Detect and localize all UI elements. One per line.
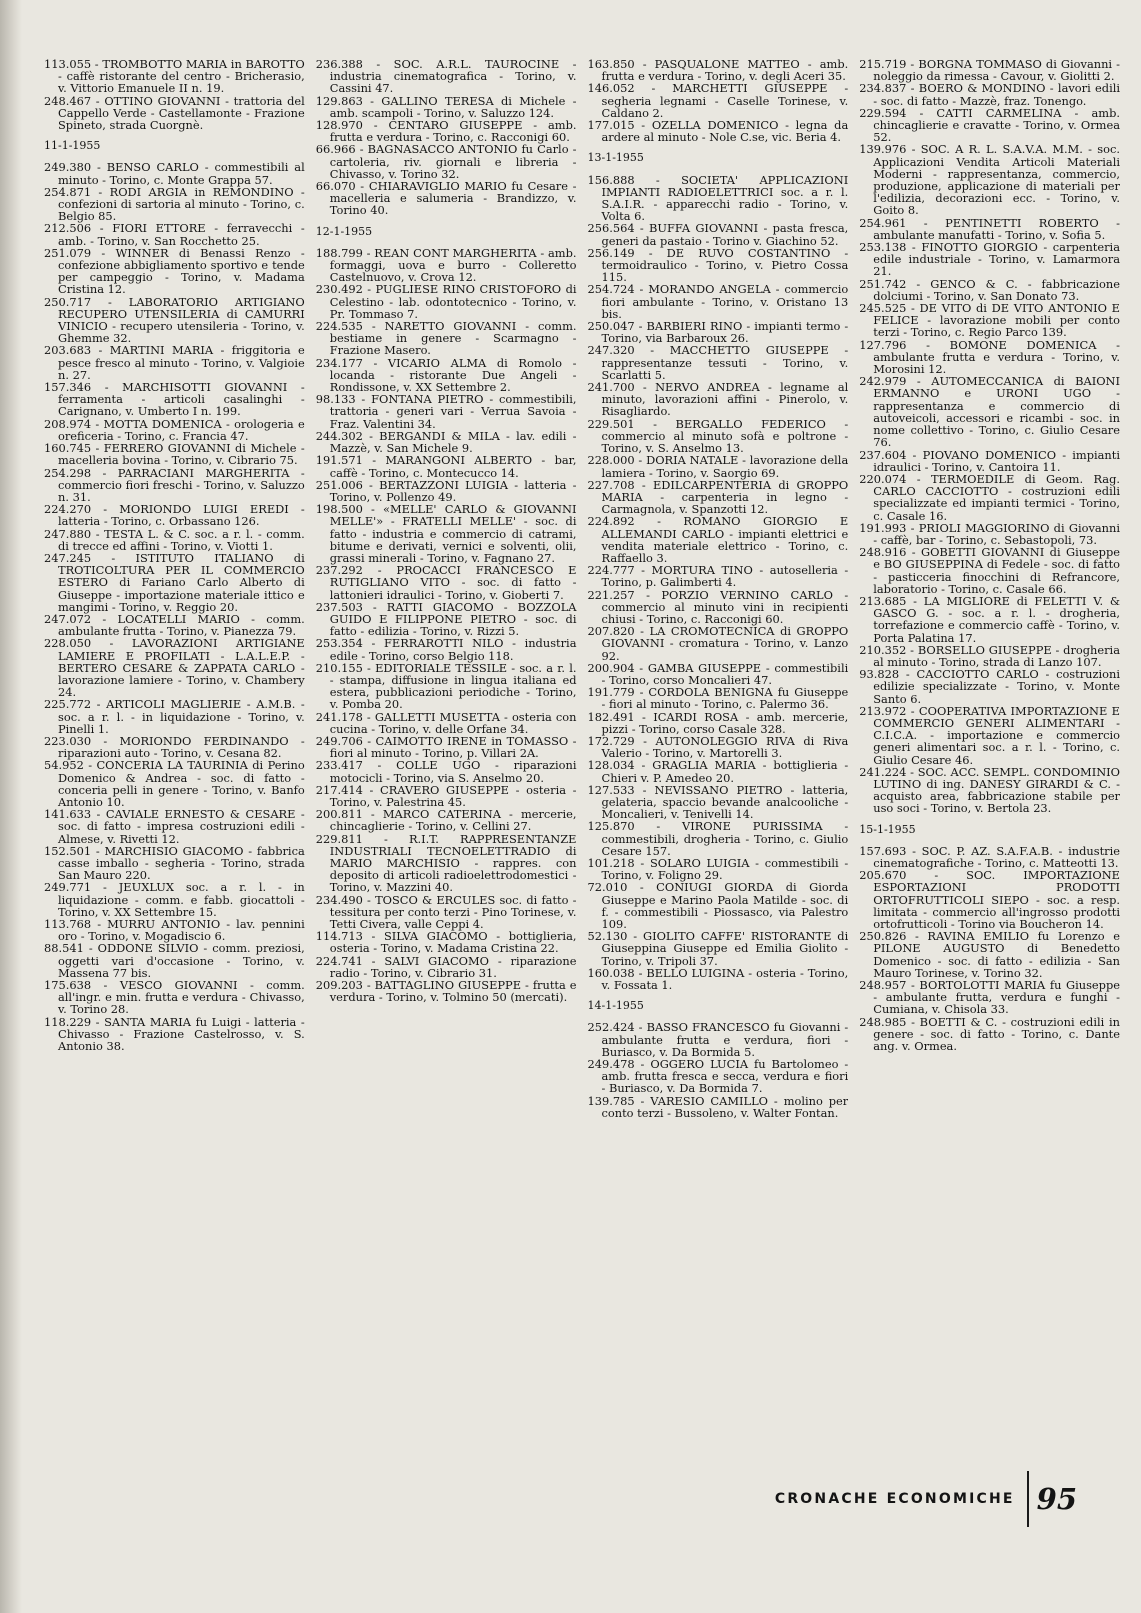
date-heading: 14-1-1955 — [587, 999, 644, 1013]
registry-entry: 191.779 - CORDOLA BENIGNA fu Giuseppe - fiori al minuto - Torino, c. Palermo 36. — [587, 685, 849, 712]
binding-shadow — [0, 0, 22, 1613]
registry-entry: 198.500 - «MELLE' CARLO & GIOVANNI MELLE'» - FRATELLI MELLE' - soc. di fatto - industria e commercio di catrami, bitume e derivati, vernici e solventi, olii, grassi minerali - Torino, v. Fagnano 27. — [315, 502, 577, 565]
registry-entry: 250.047 - BARBIERI RINO - impianti termo - Torino, via Barbaroux 26. — [587, 319, 849, 346]
registry-entry: 244.302 - BERGANDI & MILA - lav. edili - Mazzè, v. San Michele 9. — [315, 428, 577, 456]
registry-entry: 93.828 - CACCIOTTO CARLO - costruzioni edilizie specializzate - Torino, v. Monte Santo 6. — [859, 667, 1120, 706]
registry-entry: 234.177 - VICARIO ALMA di Romolo - locanda - ristorante Due Angeli - Rondissone, v. XX Settembre 2. — [315, 355, 577, 395]
registry-entry: 172.729 - AUTONOLEGGIO RIVA di Riva Valerio - Torino, v. Martorelli 3. — [587, 733, 849, 761]
registry-entry: 125.870 - VIRONE PURISSIMA - commestibili, drogheria - Torino, c. Giulio Cesare 157. — [587, 819, 849, 858]
registry-entry: 233.417 - COLLE UGO - riparazioni motocicli - Torino, via S. Anselmo 20. — [315, 758, 577, 785]
registry-entry: 213.685 - LA MIGLIORE di FELETTI V. & GASCO G. - soc. a r. l. - drogheria, torrefazione e commercio caffè - Torino, v. Porta Palatina 17. — [859, 593, 1120, 645]
page-footer — [775, 1464, 1077, 1534]
registry-entry: 157.346 - MARCHISOTTI GIOVANNI - ferramenta - articoli casalinghi - Carignano, v. Umberto I n. 199. — [44, 380, 305, 419]
registry-entry: 98.133 - FONTANA PIETRO - commestibili, trattoria - generi vari - Verrua Savoia - Fraz. Valentini 34. — [315, 392, 577, 431]
registry-entry: 72.010 - CONIUGI GIORDA di Giorda Giuseppe e Marino Paola Matilde - soc. di f. - commestibili - Piossasco, via Palestro 109. — [587, 880, 849, 932]
registry-entry: 229.594 - CATTI CARMELINA - amb. chincaglierie e cravatte - Torino, v. Ormea 52. — [859, 105, 1120, 145]
registry-entry: 249.771 - JEUXLUX soc. a r. l. - in liquidazione - comm. e fabb. giocattoli - Torino, v. XX Settembre 15. — [44, 880, 305, 919]
date-heading: 12-1-1955 — [315, 224, 373, 238]
date-heading: 13-1-1955 — [587, 151, 644, 165]
registry-entry: 52.130 - GIOLITO CAFFE' RISTORANTE di Giuseppina Giuseppe ed Emilia Giolito - Torino, v. Tripoli 37. — [587, 929, 849, 968]
registry-entry: 200.904 - GAMBA GIUSEPPE - commestibili - Torino, corso Moncalieri 47. — [587, 660, 849, 687]
registry-entry: 101.218 - SOLARO LUIGIA - commestibili - Torino, v. Foligno 29. — [587, 856, 849, 883]
registry-entry: 256.564 - BUFFA GIOVANNI - pasta fresca, generi da pastaio - Torino v. Giachino 52. — [587, 221, 849, 248]
registry-entry: 88.541 - ODDONE SILVIO - comm. preziosi, oggetti vari d'occasione - Torino, v. Massena 77 bis. — [44, 941, 305, 980]
registry-entry: 188.799 - REAN CONT MARGHERITA - amb. formaggi, uova e burro - Colleretto Castelnuovo, v. Crova 12. — [315, 245, 577, 285]
registry-entry: 224.777 - MORTURA TINO - autoselleria - Torino, p. Galimberti 4. — [587, 563, 849, 590]
registry-entry: 254.298 - PARRACIANI MARGHERITA - commercio fiori freschi - Torino, v. Saluzzo n. 31. — [44, 465, 305, 504]
date-heading: 11-1-1955 — [44, 139, 101, 153]
registry-entry: 224.270 - MORIONDO LUIGI EREDI - latteria - Torino, c. Orbassano 126. — [44, 502, 305, 529]
registry-entry: 248.985 - BOETTI & C. - costruzioni edili in genere - soc. di fatto - Torino, c. Dante ang. v. Ormea. — [859, 1014, 1120, 1054]
registry-entry: 224.535 - NARETTO GIOVANNI - comm. bestiame in genere - Scarmagno - Frazione Masero. — [315, 319, 577, 358]
registry-entry: 205.670 - SOC. IMPORTAZIONE ESPORTAZIONI PRODOTTI ORTOFRUTTICOLI SIEPO - soc. a resp. limitata - commercio all'ingrosso prodotti ortofrutticoli - Torino via Boucheron 14. — [859, 868, 1120, 932]
column-4 — [859, 58, 1120, 1538]
column-2 — [316, 58, 577, 1538]
registry-entry: 249.380 - BENSO CARLO - commestibili al minuto - Torino, c. Monte Grappa 57. — [44, 160, 305, 187]
registry-entry: 213.972 - COOPERATIVA IMPORTAZIONE E COMMERCIO GENERI ALIMENTARI - C.I.C.A. - importazione e commercio generi alimentari soc. a r. l. - Torino, c. Giulio Cesare 46. — [859, 703, 1120, 767]
registry-entry: 129.863 - GALLINO TERESA di Michele - amb. scampoli - Torino, v. Saluzzo 124. — [315, 93, 577, 120]
registry-entry: 249.478 - OGGERO LUCIA fu Bartolomeo - amb. frutta fresca e secca, verdura e fiori - Buriasco, v. Da Bormida 7. — [587, 1057, 849, 1096]
registry-entry: 247.245 - ISTITUTO ITALIANO di TROTICOLTURA PER IL COMMERCIO ESTERO di Fariano Carlo Alberto di Giuseppe - importazione materiale ittico e mangimi - Torino, v. Reggio 20. — [44, 550, 305, 614]
registry-entry: 229.501 - BERGALLO FEDERICO - commercio al minuto sofà e poltrone - Torino, v. S. Anselmo 13. — [587, 416, 849, 456]
registry-entry: 228.050 - LAVORAZIONI ARTIGIANE LAMIERE E PROFILATI - L.A.L.E.P. - BERTERO CESARE & ZAPPATA CARLO - lavorazione lamiere - Torino, v. Chambery 24. — [44, 636, 305, 700]
registry-entry: 156.888 - SOCIETA' APPLICAZIONI IMPIANTI RADIOELETTRICI soc. a r. l. S.A.I.R. - apparecchi radio - Torino, v. Volta 6. — [587, 172, 849, 224]
column-3 — [588, 58, 849, 1538]
registry-entry: 210.352 - BORSELLO GIUSEPPE - drogheria al minuto - Torino, strada di Lanzo 107. — [859, 642, 1120, 669]
column-1 — [44, 58, 305, 1538]
registry-entry: 250.826 - RAVINA EMILIO fu Lorenzo e PILONE AUGUSTO di Benedetto Domenico - soc. di fatto - edilizia - San Mauro Torinese, v. Torino 32. — [859, 929, 1120, 980]
registry-entry: 127.533 - NEVISSANO PIETRO - latteria, gelateria, spaccio bevande analcooliche - Moncalieri, v. Tenivelli 14. — [587, 782, 849, 822]
registry-entry: 251.079 - WINNER di Benassi Renzo - confezione abbigliamento sportivo e tende per campeggio - Torino, v. Madama Cristina 12. — [44, 245, 305, 297]
registry-entry: 127.796 - BOMONE DOMENICA - ambulante frutta e verdura - Torino, v. Morosini 12. — [859, 337, 1120, 377]
registry-entry: 234.490 - TOSCO & ERCULES soc. di fatto - tessitura per conto terzi - Pino Torinese, v. Tetti Civera, valle Ceppi 4. — [315, 892, 577, 932]
registry-entry: 163.850 - PASQUALONE MATTEO - amb. frutta e verdura - Torino, v. degli Aceri 35. — [587, 58, 849, 84]
registry-entry: 182.491 - ICARDI ROSA - amb. mercerie, pizzi - Torino, corso Casale 328. — [587, 709, 849, 736]
registry-entry: 209.203 - BATTAGLINO GIUSEPPE - frutta e verdura - Torino, v. Tolmino 50 (mercati). — [315, 978, 577, 1005]
registry-entry: 253.354 - FERRAROTTI NILO - industria edile - Torino, corso Belgio 118. — [315, 636, 577, 663]
registry-entry: 241.700 - NERVO ANDREA - legname al minuto, lavorazioni affini - Pinerolo, v. Risagliardo. — [587, 380, 849, 419]
registry-entry: 118.229 - SANTA MARIA fu Luigi - latteria - Chivasso - Frazione Castelrosso, v. S. Antonio 38. — [44, 1014, 305, 1054]
registry-entry: 237.292 - PROCACCI FRANCESCO E RUTIGLIANO VITO - soc. di fatto - lattonieri idraulici - Torino, v. Gioberti 7. — [315, 563, 577, 602]
registry-entry: 237.604 - PIOVANO DOMENICO - impianti idraulici - Torino, v. Cantoira 11. — [859, 447, 1120, 474]
registry-entry: 221.257 - PORZIO VERNINO CARLO - commercio al minuto vini in recipienti chiusi - Torino, c. Racconigi 60. — [587, 587, 849, 626]
registry-entry: 217.414 - CRAVERO GIUSEPPE - osteria - Torino, v. Palestrina 45. — [315, 782, 577, 809]
registry-entry: 210.155 - EDITORIALE TESSILE - soc. a r. l. - stampa, diffusione in lingua italiana ed estera, pubblicazioni periodiche - Torino, v. Pomba 20. — [315, 660, 577, 712]
registry-entry: 208.974 - MOTTA DOMENICA - orologeria e oreficeria - Torino, c. Francia 47. — [44, 416, 305, 443]
registry-entry: 191.571 - MARANGONI ALBERTO - bar, caffè - Torino, c. Montecucco 14. — [315, 453, 577, 480]
registry-entry: 225.772 - ARTICOLI MAGLIERIE - A.M.B. - soc. a r. l. - in liquidazione - Torino, v. Pinelli 1. — [44, 697, 305, 736]
registry-entry: 66.070 - CHIARAVIGLIO MARIO fu Cesare - macelleria e salumeria - Brandizzo, v. Torino 40. — [315, 179, 577, 218]
registry-entry: 212.506 - FIORI ETTORE - ferravecchi - amb. - Torino, v. San Rocchetto 25. — [44, 221, 305, 248]
registry-entry: 128.034 - GRAGLIA MARIA - bottiglieria - Chieri v. P. Amedeo 20. — [587, 758, 849, 785]
registry-entry: 249.706 - CAIMOTTO IRENE in TOMASSO - fiori al minuto - Torino, p. Villari 2A. — [315, 733, 577, 761]
journal-title: CRONACHE ECONOMICHE — [774, 1491, 1015, 1507]
registry-entry: 139.785 - VARESIO CAMILLO - molino per conto terzi - Bussoleno, v. Walter Fontan. — [587, 1093, 849, 1120]
registry-entry: 66.966 - BAGNASACCO ANTONIO fu Carlo - cartoleria, riv. giornali e libreria - Chivasso, v. Torino 32. — [315, 142, 577, 181]
registry-entry: 128.970 - CENTARO GIUSEPPE - amb. frutta e verdura - Torino, c. Racconigi 60. — [315, 118, 577, 145]
registry-entry: 175.638 - VESCO GIOVANNI - comm. all'ingr. e min. frutta e verdura - Chivasso, v. Torino 28. — [44, 978, 305, 1017]
registry-entry: 237.503 - RATTI GIACOMO - BOZZOLA GUIDO E FILIPPONE PIETRO - soc. di fatto - edilizia - Torino, v. Rizzi 5. — [315, 599, 577, 639]
registry-entry: 247.880 - TESTA L. & C. soc. a r. l. - comm. di trecce ed affini - Torino, v. Viotti 1. — [44, 526, 305, 553]
registry-entry: 200.811 - MARCO CATERINA - mercerie, chincaglierie - Torino, v. Cellini 27. — [315, 807, 577, 834]
registry-entry: 224.892 - ROMANO GIORGIO E ALLEMANDI CARLO - impianti elettrici e vendita materiale elettrico - Torino, c. Raffaello 3. — [587, 514, 849, 565]
registry-entry: 251.742 - GENCO & C. - fabbricazione dolciumi - Torino, v. San Donato 73. — [859, 276, 1120, 303]
registry-entry: 253.138 - FINOTTO GIORGIO - carpenteria edile industriale - Torino, v. Lamarmora 21. — [859, 240, 1120, 279]
registry-entry: 245.525 - DE VITO di DE VITO ANTONIO E FELICE - lavorazione mobili per conto terzi - Torino, c. Regio Parco 139. — [859, 301, 1120, 340]
registry-entry: 227.708 - EDILCARPENTERIA di GROPPO MARIA - carpenteria in legno - Carmagnola, v. Spanzotti 12. — [587, 477, 849, 517]
registry-entry: 152.501 - MARCHISIO GIACOMO - fabbrica casse imballo - segheria - Torino, strada San Mauro 220. — [44, 843, 305, 883]
registry-entry: 248.467 - OTTINO GIOVANNI - trattoria del Cappello Verde - Castellamonte - Frazione Spineto, strada Cuorgnè. — [44, 93, 305, 133]
registry-entry: 254.724 - MORANDO ANGELA - commercio fiori ambulante - Torino, v. Oristano 13 bis. — [587, 282, 849, 321]
registry-entry: 207.820 - LA CROMOTECNICA di GROPPO GIOVANNI - cromatura - Torino, v. Lanzo 92. — [587, 624, 849, 663]
registry-entry: 242.979 - AUTOMECCANICA di BAIONI ERMANNO e URONI UGO - rappresentanza e commercio di autoveicoli, accessori e ricambi - soc. in nome collettivo - Torino, c. Giulio Cesare 76. — [859, 374, 1120, 450]
registry-entry: 256.149 - DE RUVO COSTANTINO - termoidraulico - Torino, v. Pietro Cossa 115. — [587, 245, 849, 285]
registry-entry: 234.837 - BOERO & MONDINO - lavori edili - soc. di fatto - Mazzè, fraz. Tonengo. — [859, 81, 1120, 108]
registry-entry: 230.492 - PUGLIESE RINO CRISTOFORO di Celestino - lab. odontotecnico - Torino, v. Pr. Tommaso 7. — [315, 282, 577, 321]
registry-entry: 236.388 - SOC. A.R.L. TAUROCINE - industria cinematografica - Torino, v. Cassini 47. — [315, 58, 577, 96]
registry-entry: 248.916 - GOBETTI GIOVANNI di Giuseppe e BO GIUSEPPINA di Fedele - soc. di fatto - pasticceria finocchini di Refrancore, laboratorio - Torino, c. Casale 66. — [859, 545, 1120, 596]
registry-entry: 241.178 - GALLETTI MUSETTA - osteria con cucina - Torino, v. delle Orfane 34. — [315, 709, 577, 736]
registry-entry: 191.993 - PRIOLI MAGGIORINO di Giovanni - caffè, bar - Torino, c. Sebastopoli, 73. — [859, 520, 1120, 547]
registry-entry: 146.052 - MARCHETTI GIUSEPPE - segheria legnami - Caselle Torinese, v. Caldano 2. — [587, 81, 849, 120]
footer-divider — [1027, 1471, 1029, 1527]
registry-entry: 229.811 - R.I.T. RAPPRESENTANZE INDUSTRIALI TECNOELETTRADIO di MARIO MARCHISIO - rappres. con deposito di articoli radioelettrodomestici - Torino, v. Mazzini 40. — [315, 831, 577, 895]
registry-entry: 54.952 - CONCERIA LA TAURINIA di Perino Domenico & Andrea - soc. di fatto - conceria pelli in genere - Torino, v. Banfo Antonio 10. — [44, 758, 305, 809]
registry-entry: 223.030 - MORIONDO FERDINANDO - riparazioni auto - Torino, v. Cesana 82. — [44, 733, 305, 761]
registry-entry: 241.224 - SOC. ACC. SEMPL. CONDOMINIO LUTINO di ing. DANESY GIRARDI & C. - acquisto area, fabbricazione stabile per uso soci - Torino, v. Bertola 23. — [859, 764, 1120, 816]
registry-entry: 251.006 - BERTAZZONI LUIGIA - latteria - Torino, v. Pollenzo 49. — [315, 477, 577, 504]
registry-entry: 157.693 - SOC. P. AZ. S.A.F.A.B. - industrie cinematografiche - Torino, c. Matteotti 13. — [859, 843, 1120, 870]
registry-columns — [44, 58, 1120, 1538]
registry-entry: 203.683 - MARTINI MARIA - friggitoria e pesce fresco al minuto - Torino, v. Valgioie n. 27. — [44, 343, 305, 382]
registry-entry: 160.745 - FERRERO GIOVANNI di Michele - macelleria bovina - Torino, v. Cibrario 75. — [44, 441, 305, 468]
registry-entry: 141.633 - CAVIALE ERNESTO & CESARE - soc. di fatto - impresa costruzioni edili - Almese, v. Rivetti 12. — [44, 807, 305, 846]
registry-entry: 215.719 - BORGNA TOMMASO di Giovanni - noleggio da rimessa - Cavour, v. Giolitti 2. — [859, 58, 1120, 84]
registry-entry: 254.961 - PENTINETTI ROBERTO - ambulante manufatti - Torino, v. Sofia 5. — [859, 215, 1120, 242]
registry-entry: 247.072 - LOCATELLI MARIO - comm. ambulante frutta - Torino, v. Pianezza 79. — [44, 611, 305, 639]
page-number: 95 — [1036, 1482, 1077, 1516]
date-heading: 15-1-1955 — [859, 822, 916, 836]
registry-entry: 113.768 - MURRU ANTONIO - lav. pennini oro - Torino, v. Mogadiscio 6. — [44, 917, 305, 944]
registry-entry: 114.713 - SILVA GIACOMO - bottiglieria, osteria - Torino, v. Madama Cristina 22. — [315, 929, 577, 956]
registry-entry: 139.976 - SOC. A R. L. S.A.V.A. M.M. - soc. Applicazioni Vendita Articoli Materiali Moderni - rappresentanza, commercio, produzione, applicazione di materiali per l'edilizia, decorazioni ecc. - Torino, v. Goito 8. — [859, 142, 1120, 218]
registry-entry: 224.741 - SALVI GIACOMO - riparazione radio - Torino, v. Cibrario 31. — [315, 953, 577, 980]
registry-entry: 252.424 - BASSO FRANCESCO fu Giovanni - ambulante frutta e verdura, fiori - Buriasco, v. Da Bormida 5. — [587, 1020, 849, 1059]
registry-entry: 250.717 - LABORATORIO ARTIGIANO RECUPERO UTENSILERIA di CAMURRI VINICIO - recupero utensileria - Torino, v. Ghemme 32. — [44, 294, 305, 346]
registry-entry: 248.957 - BORTOLOTTI MARIA fu Giuseppe - ambulante frutta, verdura e funghi - Cumiana, v. Chisola 33. — [859, 978, 1120, 1017]
registry-entry: 247.320 - MACCHETTO GIUSEPPE - rappresentanze tessuti - Torino, v. Scarlatti 5. — [587, 343, 849, 382]
registry-entry: 113.055 - TROMBOTTO MARIA in BAROTTO - caffè ristorante del centro - Bricherasio, v. Vittorio Emanuele II n. 19. — [44, 58, 305, 96]
registry-entry: 177.015 - OZELLA DOMENICO - legna da ardere al minuto - Nole C.se, vic. Beria 4. — [587, 118, 849, 145]
registry-entry: 160.038 - BELLO LUIGINA - osteria - Torino, v. Fossata 1. — [587, 965, 849, 993]
registry-entry: 220.074 - TERMOEDILE di Geom. Rag. CARLO CACCIOTTO - costruzioni edili specializzate ed impianti termici - Torino, c. Casale 16. — [859, 471, 1120, 523]
registry-entry: 228.000 - DORIA NATALE - lavorazione della lamiera - Torino, v. Saorgio 69. — [587, 453, 849, 480]
registry-entry: 254.871 - RODI ARGIA in REMONDINO - confezioni di sartoria al minuto - Torino, c. Belgio 85. — [44, 184, 305, 224]
